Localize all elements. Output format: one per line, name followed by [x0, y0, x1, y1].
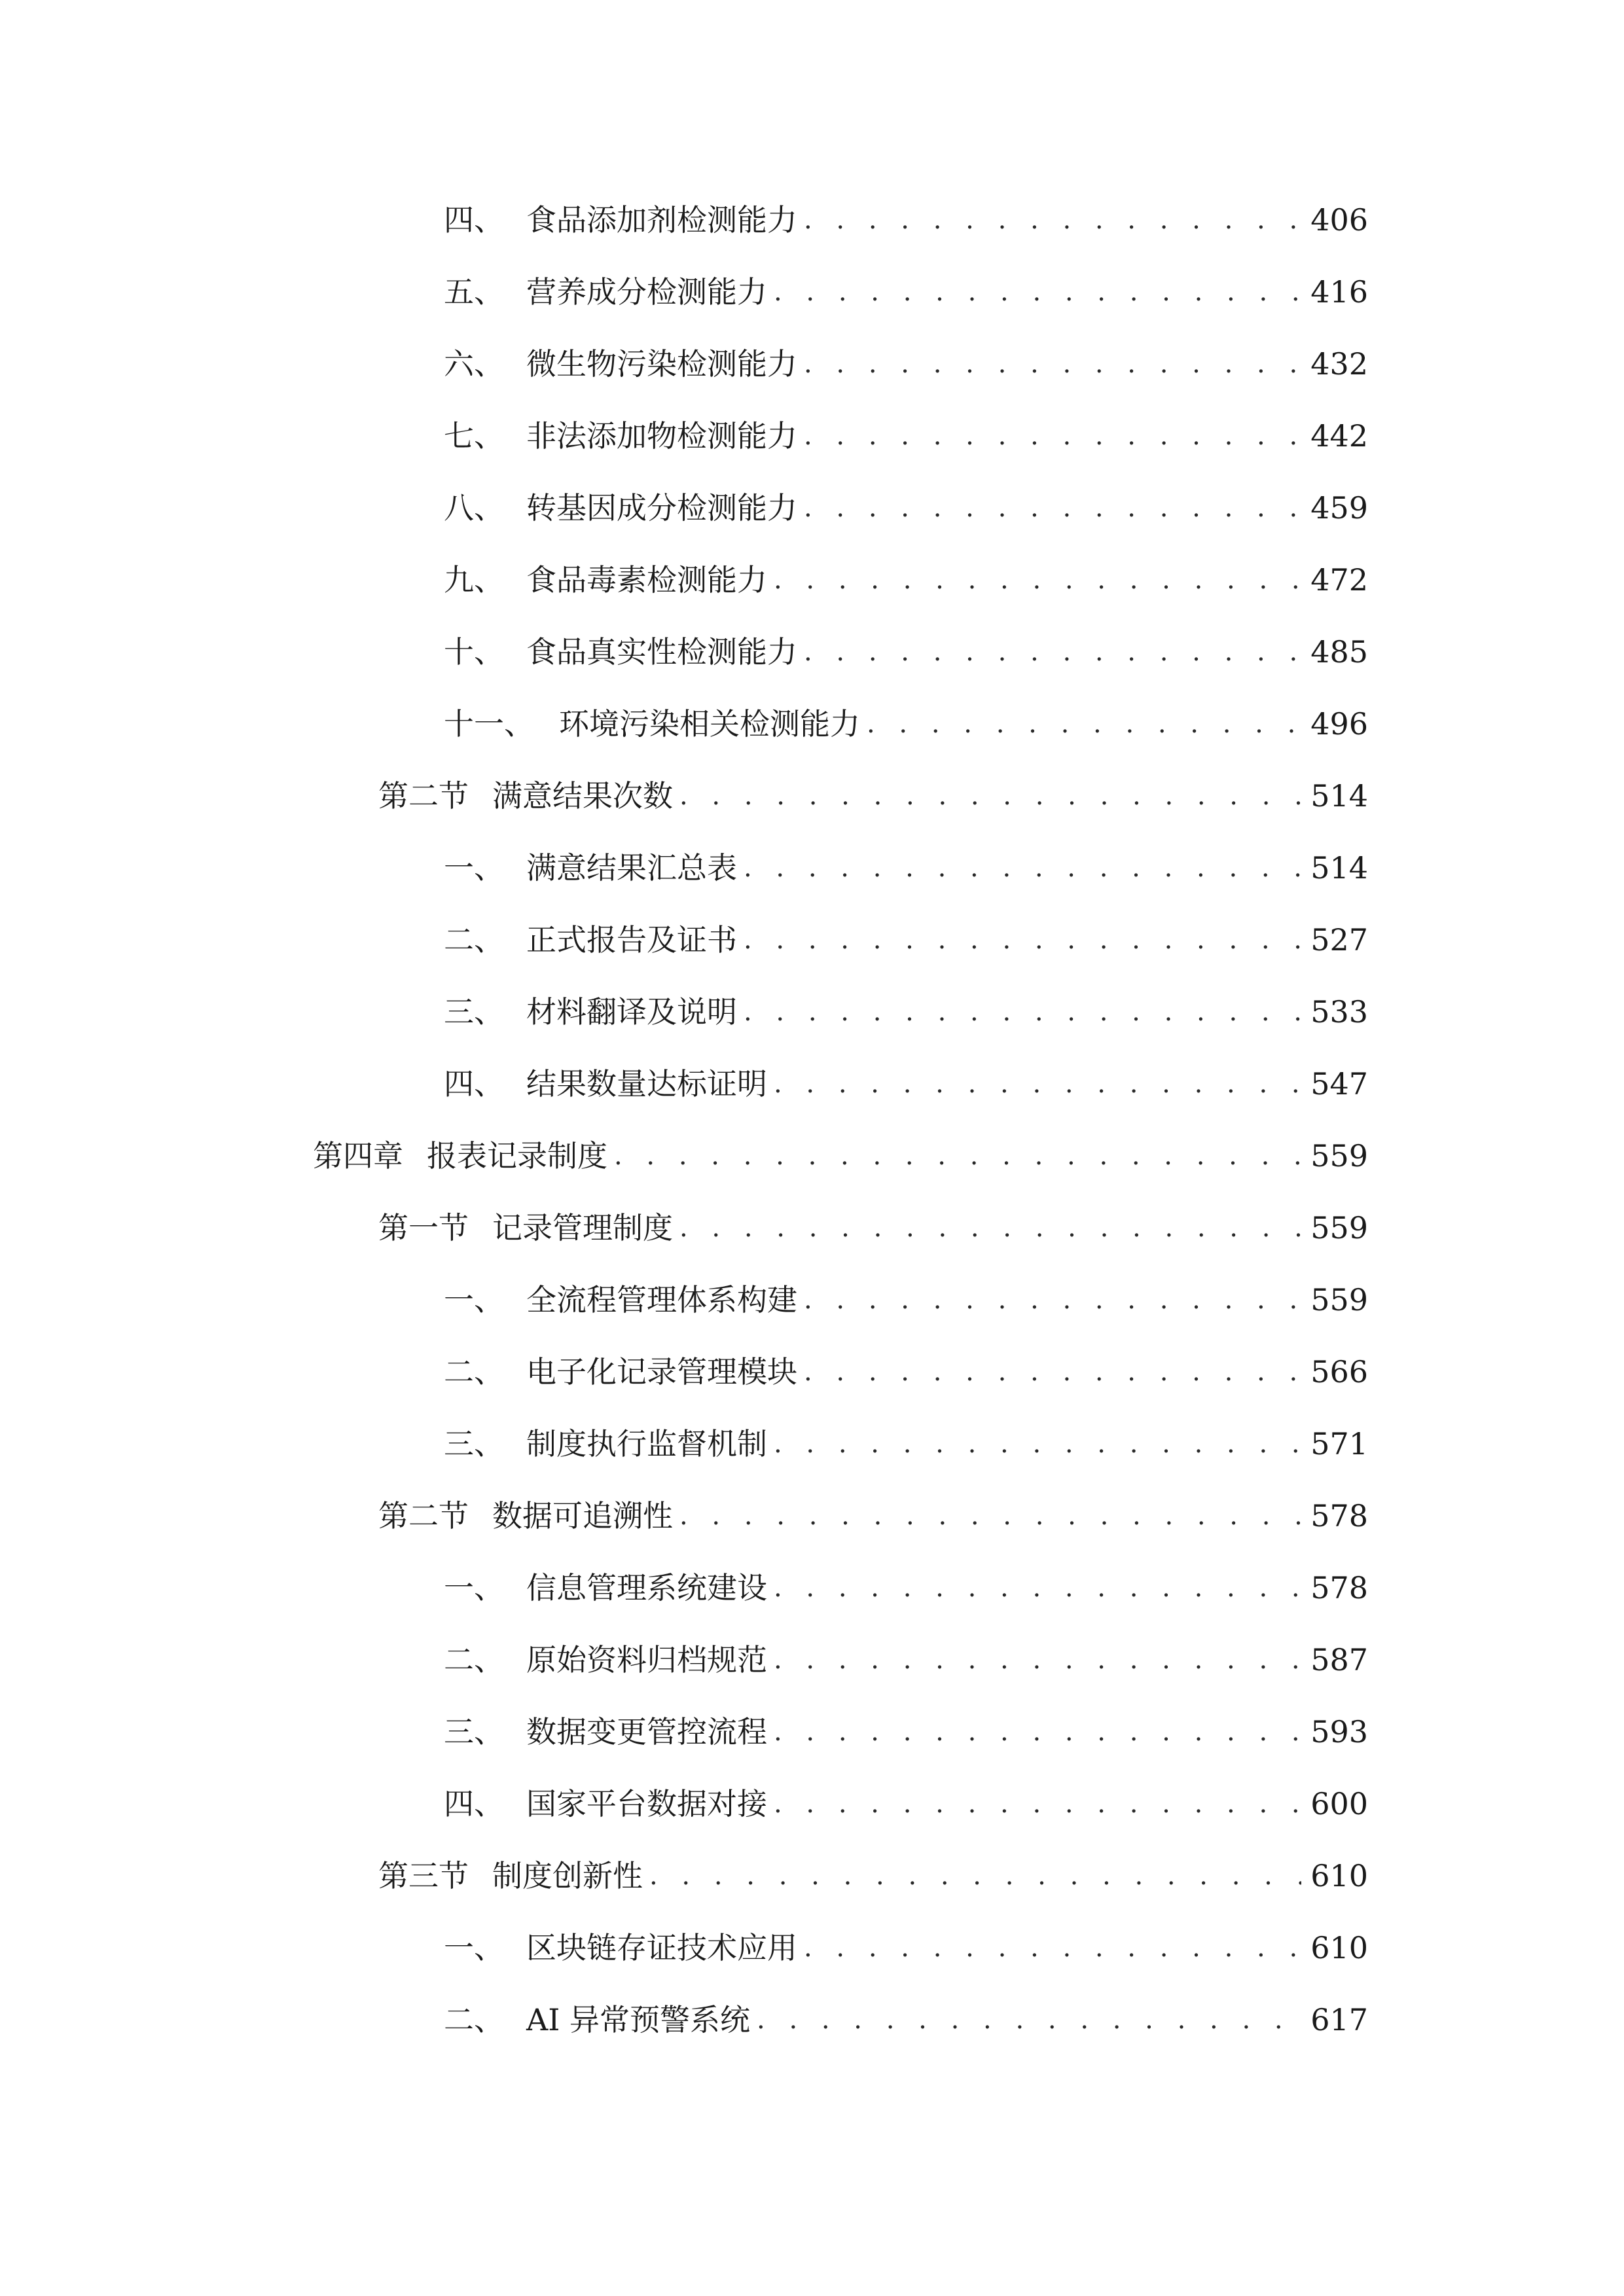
dot-leader — [804, 1346, 1301, 1398]
toc-entry-page: 617 — [1310, 2002, 1368, 2037]
toc-entry-title: 制度执行监督机制 — [526, 1426, 767, 1462]
toc-entry-page: 527 — [1310, 922, 1368, 958]
toc-entry-page: 578 — [1310, 1498, 1368, 1534]
dot-leader — [774, 266, 1301, 318]
toc-entry-number: 七、 — [444, 418, 504, 454]
toc-entry-page: 496 — [1310, 706, 1368, 742]
dot-leader — [867, 698, 1301, 750]
toc-entry-title: 非法添加物检测能力 — [526, 418, 797, 454]
toc-entry-title: AI 异常预警系统 — [526, 2002, 751, 2037]
toc-entry-number: 第二节 — [378, 778, 469, 814]
toc-entry-page: 432 — [1310, 346, 1368, 382]
dot-leader — [679, 1202, 1301, 1254]
toc-entry-number: 十一、 — [444, 706, 534, 742]
dot-leader — [679, 770, 1301, 822]
toc-entry-number: 第三节 — [378, 1858, 469, 1893]
toc-entry[interactable] — [313, 1130, 1368, 1182]
toc-entry-title: 全流程管理体系构建 — [526, 1282, 797, 1318]
toc-entry-number: 四、 — [444, 202, 504, 238]
toc-entry-page: 459 — [1310, 490, 1368, 526]
dot-leader — [804, 1922, 1301, 1974]
dot-leader — [774, 1706, 1301, 1758]
toc-entry[interactable] — [444, 1418, 1368, 1470]
toc-entry-number: 一、 — [444, 850, 504, 886]
toc-entry-title: 信息管理系统建设 — [526, 1570, 767, 1605]
toc-entry[interactable] — [444, 1634, 1368, 1686]
toc-entry[interactable] — [444, 410, 1368, 462]
toc-entry[interactable] — [444, 986, 1368, 1038]
dot-leader — [614, 1130, 1301, 1182]
toc-entry-title: 转基因成分检测能力 — [526, 490, 797, 526]
toc-entry-number: 一、 — [444, 1930, 504, 1965]
toc-entry-title: 报表记录制度 — [427, 1138, 607, 1174]
toc-entry-title: 区块链存证技术应用 — [526, 1930, 797, 1965]
toc-entry[interactable] — [444, 1562, 1368, 1614]
toc-entry-title: 国家平台数据对接 — [526, 1786, 767, 1821]
dot-leader — [774, 1418, 1301, 1470]
toc-entry-title: 食品真实性检测能力 — [526, 634, 797, 670]
toc-entry-number: 二、 — [444, 2002, 504, 2037]
toc-entry-title: 食品添加剂检测能力 — [526, 202, 797, 238]
dot-leader — [774, 1058, 1301, 1110]
toc-entry-title: 满意结果汇总表 — [526, 850, 737, 886]
toc-entry[interactable] — [378, 1202, 1368, 1254]
toc-entry-title: 制度创新性 — [492, 1858, 643, 1893]
toc-entry[interactable] — [444, 842, 1368, 894]
toc-entry[interactable] — [444, 338, 1368, 390]
toc-entry[interactable] — [444, 1706, 1368, 1758]
toc-entry-page: 514 — [1310, 778, 1368, 814]
toc-entry-number: 二、 — [444, 1642, 504, 1677]
toc-entry-number: 三、 — [444, 1714, 504, 1749]
toc-entry-page: 472 — [1310, 562, 1368, 598]
toc-entry-title: 微生物污染检测能力 — [526, 346, 797, 382]
toc-entry-page: 442 — [1310, 418, 1368, 454]
toc-entry-page: 547 — [1310, 1066, 1368, 1102]
toc-entry-number: 第一节 — [378, 1210, 469, 1246]
toc-entry-number: 五、 — [444, 274, 504, 310]
toc-entry-page: 566 — [1310, 1354, 1368, 1390]
toc-entry-title: 环境污染相关检测能力 — [559, 706, 860, 742]
dot-leader — [744, 842, 1301, 894]
toc-entry-title: 数据可追溯性 — [492, 1498, 673, 1534]
toc-entry[interactable] — [444, 266, 1368, 318]
toc-entry-number: 四、 — [444, 1786, 504, 1821]
toc-entry-title: 记录管理制度 — [492, 1210, 673, 1246]
toc-entry-title: 结果数量达标证明 — [526, 1066, 767, 1102]
toc-entry-page: 559 — [1310, 1210, 1368, 1246]
toc-entry[interactable] — [444, 1994, 1368, 2046]
toc-entry-number: 四、 — [444, 1066, 504, 1102]
dot-leader — [774, 1562, 1301, 1614]
dot-leader — [774, 1634, 1301, 1686]
toc-entry-page: 587 — [1310, 1642, 1368, 1677]
dot-leader — [804, 410, 1301, 462]
toc-entry[interactable] — [444, 914, 1368, 966]
dot-leader — [774, 554, 1301, 606]
dot-leader — [804, 626, 1301, 678]
dot-leader — [774, 1778, 1301, 1830]
dot-leader — [649, 1850, 1301, 1902]
toc-entry-number: 三、 — [444, 1426, 504, 1462]
dot-leader — [804, 194, 1301, 246]
dot-leader — [804, 1274, 1301, 1326]
toc-entry[interactable] — [444, 482, 1368, 534]
toc-entry-page: 571 — [1310, 1426, 1368, 1462]
dot-leader — [804, 338, 1301, 390]
toc-entry-number: 九、 — [444, 562, 504, 598]
toc-entry[interactable] — [444, 554, 1368, 606]
toc-entry-page: 593 — [1310, 1714, 1368, 1749]
toc-entry[interactable] — [444, 1058, 1368, 1110]
toc-entry-page: 416 — [1310, 274, 1368, 310]
toc-entry[interactable] — [444, 698, 1368, 750]
toc-entry-page: 559 — [1310, 1282, 1368, 1318]
toc-entry-number: 第二节 — [378, 1498, 469, 1534]
toc-entry-title: 正式报告及证书 — [526, 922, 737, 958]
toc-entry[interactable] — [444, 1778, 1368, 1830]
dot-leader — [744, 914, 1301, 966]
toc-entry[interactable] — [378, 1850, 1368, 1902]
toc-entry-title: 材料翻译及说明 — [526, 994, 737, 1030]
toc-entry-number: 二、 — [444, 1354, 504, 1390]
toc-entry-page: 533 — [1310, 994, 1368, 1030]
toc-entry-page: 578 — [1310, 1570, 1368, 1605]
toc-entry-title: 食品毒素检测能力 — [526, 562, 767, 598]
toc-entry[interactable] — [444, 1274, 1368, 1326]
toc-entry-number: 一、 — [444, 1570, 504, 1605]
toc-entry-title: 原始资料归档规范 — [526, 1642, 767, 1677]
toc-entry-page: 485 — [1310, 634, 1368, 670]
toc-entry[interactable] — [444, 1346, 1368, 1398]
toc-entry-number: 十、 — [444, 634, 504, 670]
toc-entry-page: 559 — [1310, 1138, 1368, 1174]
toc-entry-number: 第四章 — [313, 1138, 403, 1174]
toc-entry-page: 514 — [1310, 850, 1368, 886]
toc-entry[interactable] — [378, 770, 1368, 822]
toc-entry-number: 一、 — [444, 1282, 504, 1318]
toc-entry-title: 数据变更管控流程 — [526, 1714, 767, 1749]
toc-entry[interactable] — [444, 1922, 1368, 1974]
toc-entry-page: 610 — [1310, 1858, 1368, 1893]
toc-entry[interactable] — [444, 626, 1368, 678]
dot-leader — [804, 482, 1301, 534]
toc-entry-page: 406 — [1310, 202, 1368, 238]
dot-leader — [744, 986, 1301, 1038]
toc-entry[interactable] — [444, 194, 1368, 246]
toc-entry-number: 三、 — [444, 994, 504, 1030]
dot-leader — [757, 1994, 1301, 2046]
toc-entry-page: 610 — [1310, 1930, 1368, 1965]
toc-entry-number: 六、 — [444, 346, 504, 382]
toc-entry-page: 600 — [1310, 1786, 1368, 1821]
toc-entry-number: 二、 — [444, 922, 504, 958]
toc-entry-title: 电子化记录管理模块 — [526, 1354, 797, 1390]
toc-entry[interactable] — [378, 1490, 1368, 1542]
toc-entry-number: 八、 — [444, 490, 504, 526]
dot-leader — [679, 1490, 1301, 1542]
toc-entry-title: 营养成分检测能力 — [526, 274, 767, 310]
toc-entry-title: 满意结果次数 — [492, 778, 673, 814]
